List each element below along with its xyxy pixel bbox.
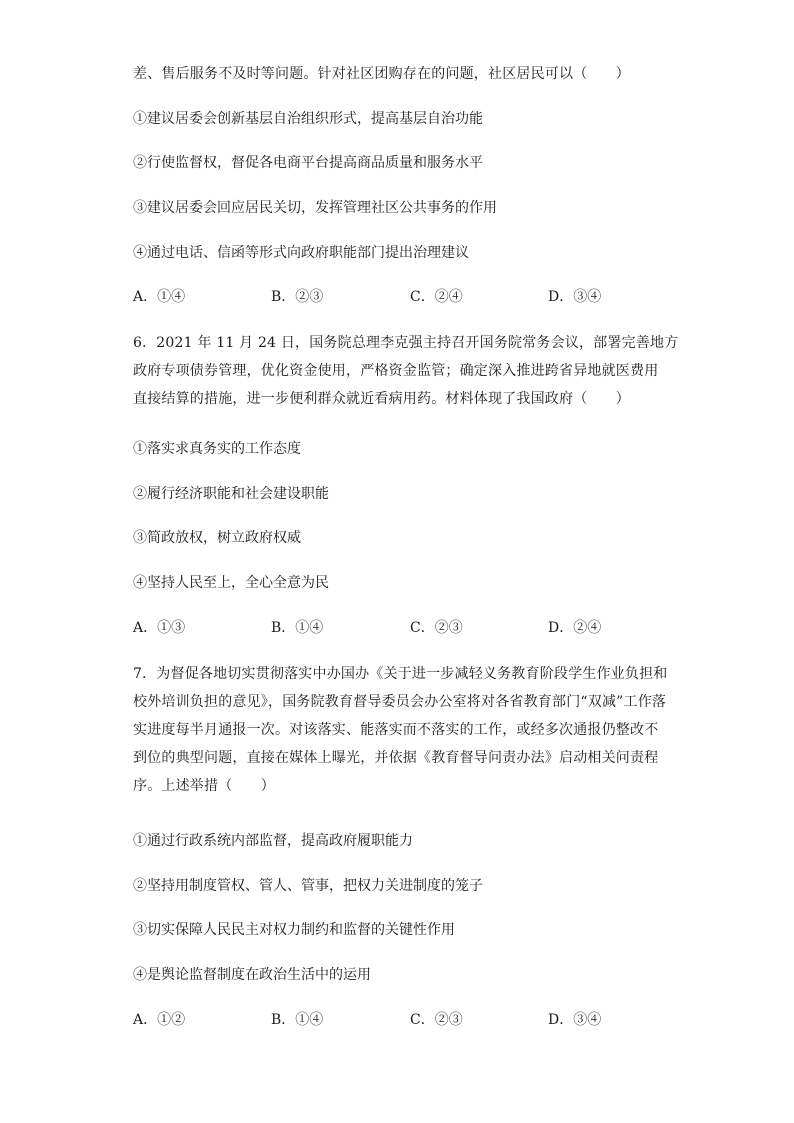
q6-item-2: ②履行经济职能和社会建设职能	[133, 486, 329, 502]
q7-item-2: ②坚持用制度管权、管人、管事，把权力关进制度的笼子	[133, 878, 483, 894]
q5-option-d[interactable]: D．③④	[548, 289, 602, 305]
q5-item-1: ①建议居委会创新基层自治组织形式，提高基层自治功能	[133, 111, 483, 127]
q6-item-1: ①落实求真务实的工作态度	[133, 441, 301, 457]
q7-options	[133, 1010, 673, 1030]
q6-stem-line-1: 6．2021 年 11 月 24 日，国务院总理李克强主持召开国务院常务会议，部署完善地方	[133, 335, 679, 351]
q7-item-4: ④是舆论监督制度在政治生活中的运用	[133, 967, 371, 983]
q6-option-a[interactable]: A．①③	[133, 620, 186, 636]
q7-item-1: ①通过行政系统内部监督，提高政府履职能力	[133, 833, 413, 849]
q5-item-3: ③建议居委会回应居民关切，发挥管理社区公共事务的作用	[133, 200, 497, 216]
q5-item-4: ④通过电话、信函等形式向政府职能部门提出治理建议	[133, 245, 469, 261]
q7-option-a[interactable]: A．①②	[133, 1012, 186, 1028]
q7-stem-line-4: 到位的典型问题，直接在媒体上曝光，并依据《教育督导问责办法》启动相关问责程	[133, 750, 659, 766]
q6-stem-line-2: 政府专项债券管理，优化资金使用，严格资金监管；确定深入推进跨省异地就医费用	[133, 363, 659, 379]
q6-stem-line-3: 直接结算的措施，进一步便利群众就近看病用药。材料体现了我国政府（ ）	[133, 391, 630, 407]
q7-stem-line-1: 7．为督促各地切实贯彻落实中办国办《关于进一步减轻义务教育阶段学生作业负担和	[133, 666, 668, 682]
q5-option-b[interactable]: B．②③	[271, 289, 324, 305]
q7-option-c[interactable]: C．②③	[410, 1012, 463, 1028]
q7-stem-line-3: 实进度每半月通报一次。对该落实、能落实而不落实的工作，或经多次通报仍整改不	[133, 722, 659, 738]
q5-options	[133, 287, 673, 307]
q5-option-a[interactable]: A．①④	[133, 289, 186, 305]
q6-option-d[interactable]: D．②④	[548, 620, 602, 636]
q7-stem-line-5: 序。上述举措（ ）	[133, 778, 275, 794]
q5-item-2: ②行使监督权，督促各电商平台提高商品质量和服务水平	[133, 155, 483, 171]
q6-options	[133, 618, 673, 638]
q6-item-3: ③简政放权，树立政府权威	[133, 530, 301, 546]
q7-stem-line-2: 校外培训负担的意见》，国务院教育督导委员会办公室将对各省教育部门“双减”工作落	[133, 694, 667, 710]
q7-option-b[interactable]: B．①④	[271, 1012, 324, 1028]
q7-option-d[interactable]: D．③④	[548, 1012, 602, 1028]
q5-option-c[interactable]: C．②④	[410, 289, 463, 305]
q5-stem-line: 差、售后服务不及时等问题。针对社区团购存在的问题，社区居民可以（ ）	[133, 66, 630, 82]
q6-option-c[interactable]: C．②③	[410, 620, 463, 636]
q6-item-4: ④坚持人民至上，全心全意为民	[133, 575, 329, 591]
q7-item-3: ③切实保障人民民主对权力制约和监督的关键性作用	[133, 922, 455, 938]
q6-option-b[interactable]: B．①④	[271, 620, 324, 636]
